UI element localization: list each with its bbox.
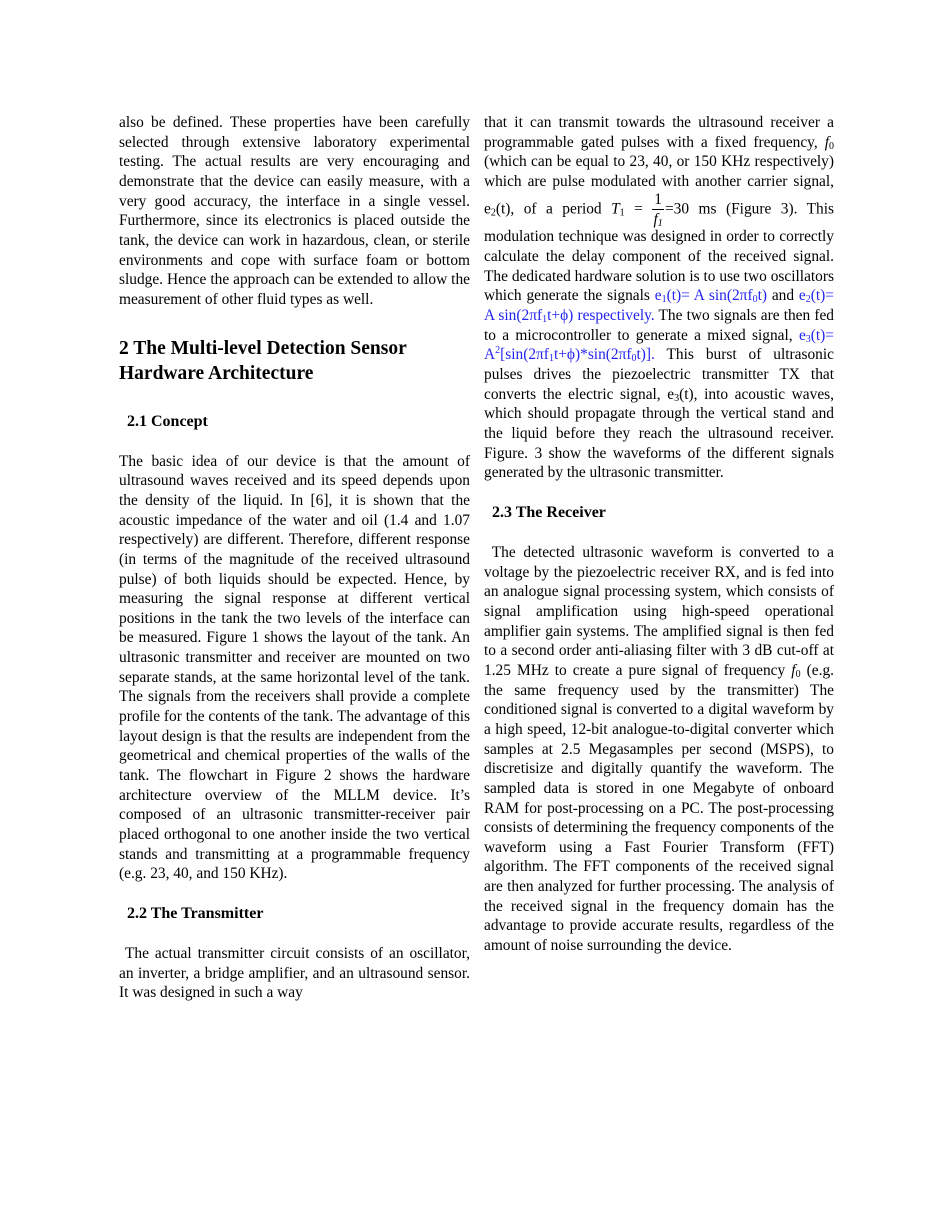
- equation-e2: $e_2(t)= A$ $\sin(2\pi f_1t+\phi)$ respectively.: [484, 287, 834, 326]
- right-column: [484, 113, 838, 956]
- transmitter-continued-paragraph: that it can transmit towards the ultrasound receiver a programmable gated pulses with a fixed frequency, $f_0$ (which can be equal to 23, 40, or 150 KHz respectively) which are pulse modulated with another carrier signal, $e_2(t)$, of a period $T_1$ = $\frac{1}{f_1}$ =30 ms (Figure 3). This modulation technique was designed in order to correctly calculate the delay component of the received signal. The dedicated hardware solution is to use two oscillators which generate the signals $e_1(t)= A$ $\sin(2\pi f_0t)$ and $e_2(t)= A$ $\sin(2\pi f_1t+\phi)$ respectively. The two signals are then fed to a microcontroller to generate a mixed signal, $e_3(t)= A^2[\sin(2\pi f_1t+\phi)*\sin(2\pi f_0t)]$. This burst of ultrasonic pulses drives the piezoelectric transmitter TX that converts the electric signal, $e_3(t)$, into acoustic waves, which should propagate through the vertical stand and the liquid before they reach the ultrasound receiver. Figure. 3 show the waveforms of the different signals generated by the ultrasonic transmitter.: [484, 114, 835, 482]
- receiver-paragraph: The detected ultrasonic waveform is converted to a voltage by the piezoelectric receiver RX, and is fed into an analogue signal processing system, which consists of signal amplification using high-speed operational amplifier gain systems. The amplified signal is then fed to a second order anti-aliasing filter with 3 dB cut-off at 1.25 MHz to create a pure signal of frequency $f_0$ (e.g. the same frequency used by the transmitter) The conditioned signal is converted to a digital waveform by a high speed, 12-bit analogue-to-digital converter which samples at 2.5 Megasamples per second (MSPS), to discretisize and digitally quantify the waveform. The sampled data is stored in one Megabyte of onboard RAM for post-processing on a PC. The post-processing consists of determining the frequency components of the waveform using a Fast Fourier Transform (FFT) algorithm. The FFT components of the received signal are then analyzed for further processing. The analysis of the received signal in the frequency domain has the advantage to provide accurate results, regardless of the amount of noise surrounding the device.: [484, 543, 838, 955]
- section-2-heading: 2 The Multi-level Detection Sensor Hardware Architecture: [119, 337, 407, 384]
- section-2-2-heading: 2.2 The Transmitter: [127, 905, 264, 922]
- period-fraction: $\frac{1}{f_1}$: [653, 190, 663, 230]
- transmitter-paragraph: The actual transmitter circuit consists of an oscillator, an inverter, a bridge amplifier, and an ultrasound sensor. It was designed in such a way: [119, 945, 474, 1002]
- section-2-1-heading: 2.1 Concept: [127, 412, 208, 430]
- left-column: [119, 113, 474, 1003]
- concept-paragraph: The basic idea of our device is that the amount of ultrasound waves received and its speed depends upon the density of the liquid. In [6], it is shown that the acoustic impedance of the water and oil (1.4 and 1.07 respectively) are different. Therefore, different response (in terms of the magnitude of the received ultrasound pulse) of both liquids should be expected. Hence, by measuring the signal response at different vertical positions in the tank the two levels of the interface can be measured. Figure 1 shows the layout of the tank. An ultrasonic transmitter and receiver are mounted on two separate stands, at the same horizontal level of the tank. The signals from the receivers shall provide a complete profile for the contents of the tank. The advantage of this layout design is that the results are independent from the geometrical and chemical properties of the walls of the tank. The flowchart in Figure 2 shows the hardware architecture overview of the MLLM device. It’s composed of an ultrasonic transmitter-receiver pair placed orthogonal to one another inside the two vertical stands and transmitting at a programmable frequency (e.g. 23, 40, and 150 KHz).: [119, 452, 470, 883]
- intro-paragraph: also be defined. These properties have been carefully selected through extensive laboratory experimental testing. The actual results are very encouraging and demonstrate that the device can easily measure, with a very good accuracy, the interface in a single vessel. Furthermore, since its electronics is placed outside the tank, the device can work in hazardous, clean, or sterile environments and cope with surface foam or bottom sludge. Hence the approach can be extended to allow the measurement of other fluid types as well.: [119, 114, 470, 308]
- equation-e3: $e_3(t)= A^2[\sin(2\pi f_1t+\phi)*\sin(2\pi f_0t)]$.: [484, 326, 834, 365]
- section-2-3-heading: 2.3 The Receiver: [492, 503, 606, 521]
- equation-e1: $e_1(t)= A$ $\sin(2\pi f_0t)$: [654, 287, 767, 306]
